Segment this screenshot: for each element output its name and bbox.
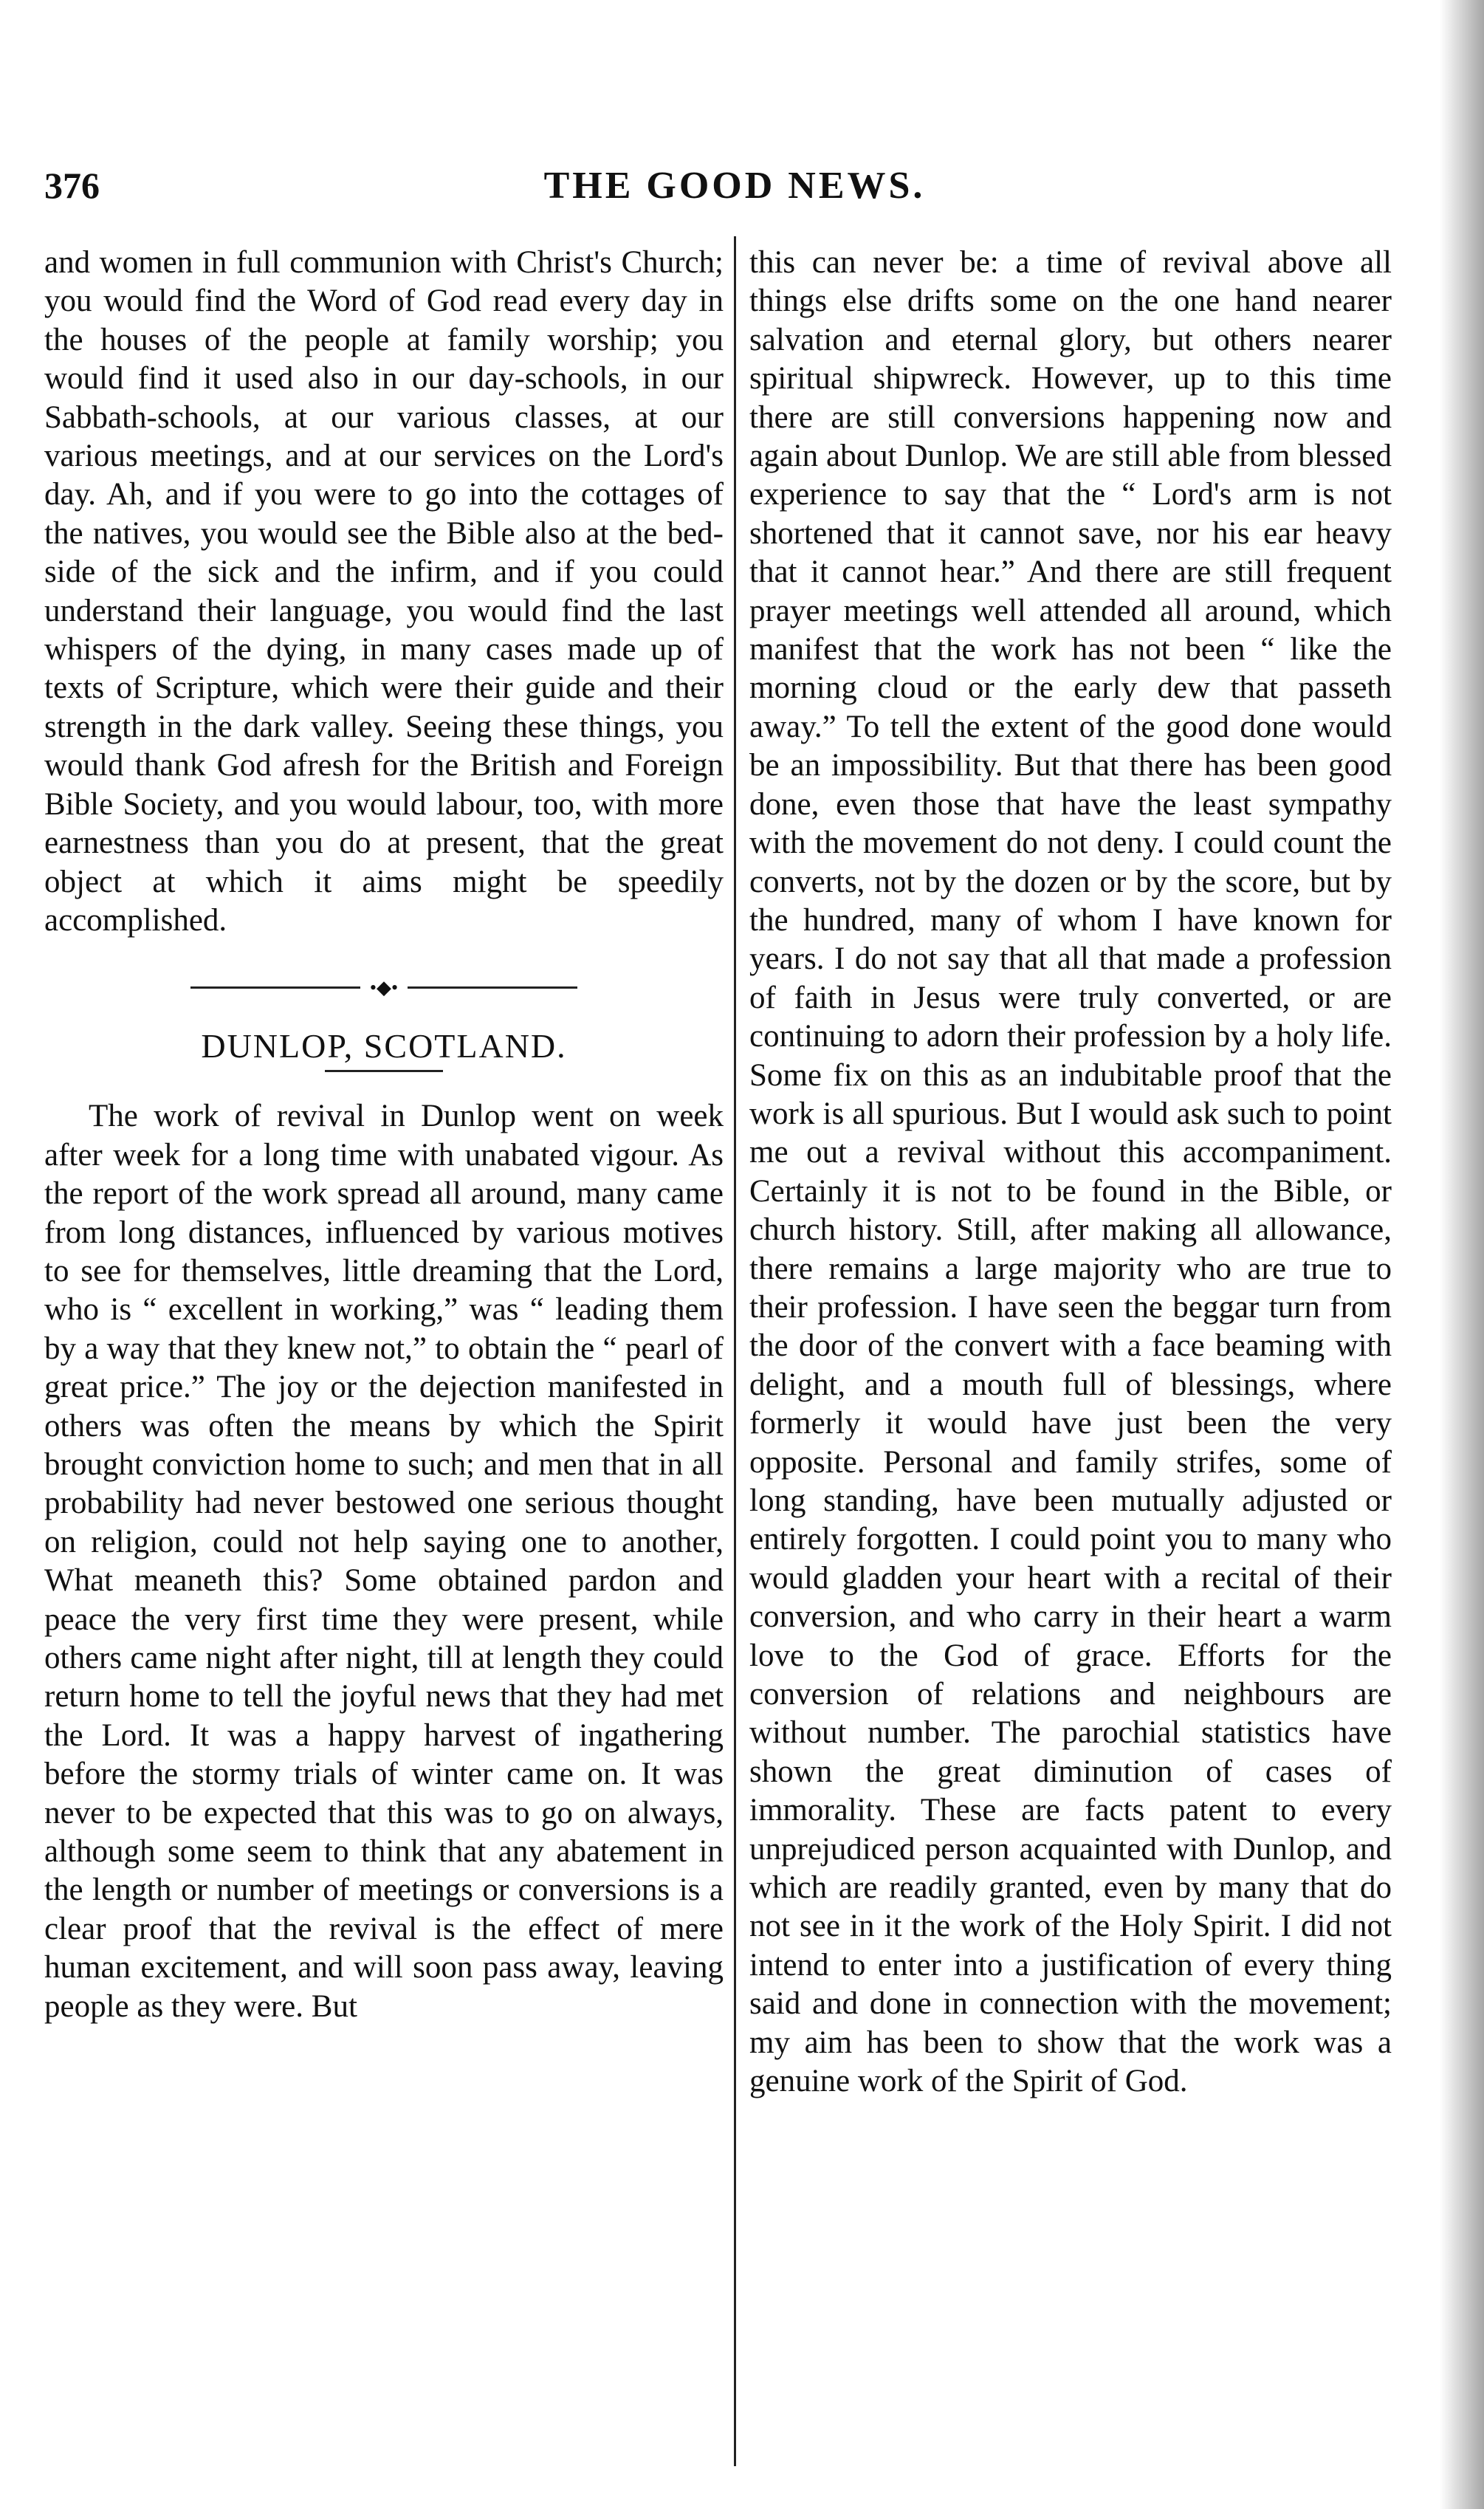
section-title: DUNLOP, SCOTLAND. bbox=[201, 1026, 567, 1065]
ornament-line-left bbox=[190, 986, 360, 989]
right-paragraph: this can never be: a time of revival above all things else drifts some on the one hand nearer salvation and eternal glory, but others nearer spiritual shipwreck. However, up to this time there are still conversions happening now and again about Dunlop. We are still able from blessed experience to say that the “ Lord's arm is not shortened that it cannot save, nor his ear heavy that it cannot hear.” And there are still frequent prayer meetings well attended all around, which manifest that the work has not been “ like the morning cloud or the early dew that passeth away.” To tell the extent of the good done would be an impossibility. But that there has been good done, even those that have the least sympathy with the movement do not deny. I could count the converts, not by the dozen or by the score, but by the hundred, many of whom I have known for years. I do not say that all that made a profession of faith in Jesus were truly converted, or are continuing to adorn their profession by a holy life. Some fix on this as an indubitable proof that the work is all spurious. But I would ask such to point me out a revival without this accompaniment. Certainly it is not to be found in the Bible, or church history. Still, after making all allowance, there remains a large majority who are true to their profession. I have seen the beggar turn from the door of the convert with a face beaming with delight, and a mouth full of blessings, where formerly it would have just been the very opposite. Personal and family strifes, some of long standing, have been mutually adjusted or entirely forgotten. I could point you to many who would gladden your heart with a recital of their conversion, and who carry in their heart a warm love to the God of grace. Efforts for the conversion of relations and neighbours are without number. The parochial statistics have shown the great diminution of cases of immorality. These are facts patent to every unprejudiced person acquainted with Dunlop, and which are readily granted, even by many that do not see in it the work of the Holy Spirit. I did not intend to enter into a justification of every thing said and done in connection with the movement; my aim has been to show that the work was a genuine work of the Spirit of God. bbox=[749, 245, 1392, 2099]
section-paragraph: The work of revival in Dunlop went on week after week for a long time with unabated vigour. As the report of the work spread all around, many came from long distances, influenced by various motives to see for themselves, little dreaming that the Lord, who is “ excellent in working,” was “ leading them by a way that they knew not,” to obtain the “ pearl of great price.” The joy or the dejection manifested in others was often the means by which the Spirit brought conviction home to such; and men that in all probability had never bestowed one serious thought on religion, could not help saying one to another, What meaneth this? Some obtained pardon and peace the very first time they were present, while others came night after night, till at length they could return home to tell the joyful news that they had met the Lord. It was a happy harvest of ingathering before the stormy trials of winter came on. It was never to be expected that this was to go on always, although some seem to think that any abatement in the length or number of meetings or conversions is a clear proof that the revival is the effect of mere human excitement, and will soon pass away, leaving people as they were. But bbox=[44, 1099, 724, 2024]
page-header bbox=[44, 164, 1425, 230]
title-rule bbox=[325, 1070, 443, 1072]
left-column bbox=[44, 244, 724, 2026]
page-number: 376 bbox=[44, 165, 100, 206]
continued-paragraph: and women in full communion with Christ's Church; you would find the Word of God read every day in the houses of the people at family worship; you would find it used also in our day-schools, in our Sabbath-schools, at our various classes, at our various meetings, and at our services on the Lord's day. Ah, and if you were to go into the cottages of the natives, you would see the Bible also at the bed-side of the sick and the infirm, and if you could understand their language, you would find the last whispers of the dying, in many cases made up of texts of Scripture, which were their guide and their strength in the dark valley. Seeing these things, you would thank God afresh for the British and Foreign Bible Society, and you would labour, too, with more earnestness than you do at present, that the great object at which it aims might be speedily accomplished. bbox=[44, 245, 724, 938]
running-title: THE GOOD NEWS. bbox=[543, 165, 926, 207]
column-divider bbox=[734, 236, 736, 2466]
ornament-mark: •◆• bbox=[369, 976, 399, 998]
right-column bbox=[749, 244, 1392, 2101]
page-edge-shadow bbox=[1440, 0, 1484, 2509]
ornament-line-right bbox=[408, 986, 577, 989]
section-ornament bbox=[44, 975, 724, 999]
